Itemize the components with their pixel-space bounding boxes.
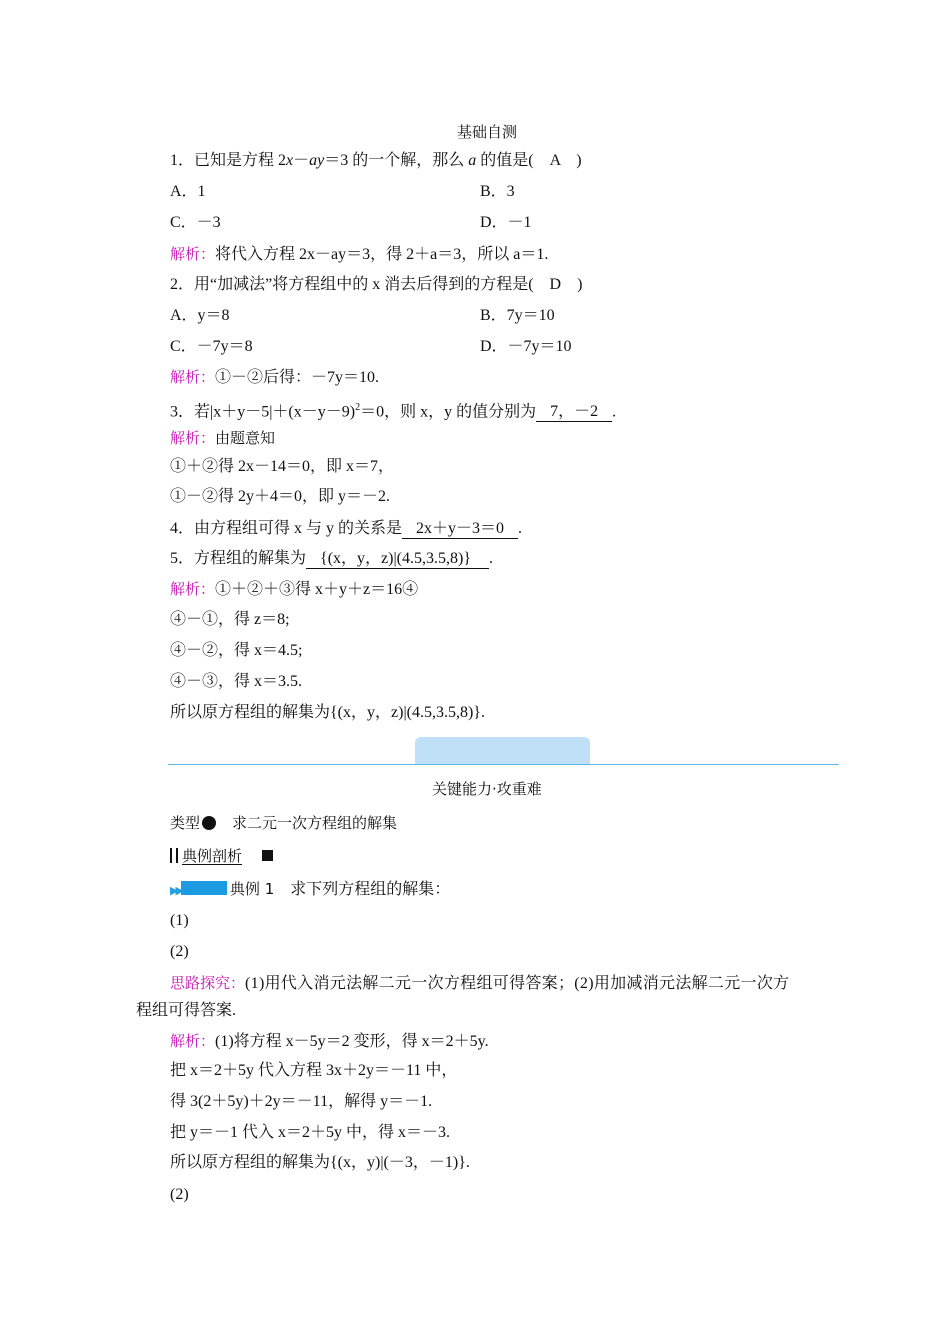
- bar-icon: [170, 848, 172, 863]
- idea-label: 思路探究：: [170, 974, 246, 992]
- question-3-answer-blank: 7，－2: [536, 403, 612, 422]
- question-5-analysis-line-4: ④－③，得 x＝3.5.: [170, 673, 303, 690]
- analysis-label: 解析：: [170, 245, 216, 263]
- example-1-stem: ▶▶ 典例 1 求下列方程组的解集：: [170, 878, 450, 902]
- section-separator-tab: [415, 737, 590, 764]
- example-analysis-line-5: 所以原方程组的解集为{(x，y)|(－3，－1)}.: [170, 1154, 470, 1171]
- question-3-analysis-line-3: ①－②得 2y＋4＝0，即 y＝－2.: [170, 488, 391, 505]
- type-heading: 类型 求二元一次方程组的解集: [170, 814, 398, 832]
- question-3-analysis-line-2: ①＋②得 2x－14＝0，即 x＝7，: [170, 458, 395, 475]
- type-number-bullet-icon: [202, 816, 216, 830]
- question-3-stem: 3．若$|x+y-5|+(x-y-9)^2=0$，则 x，y 的值分别为 7，－2 .: [170, 402, 617, 421]
- question-1-stem: 1．已知是方程 2x－ay＝3 的一个解，那么 a 的值是( A ): [170, 152, 582, 169]
- section-separator-line: [168, 764, 839, 765]
- question-2-option-c: C．－7y＝8: [170, 338, 253, 355]
- question-5-stem: 5．方程组的解集为 {(x，y，z)|(4.5,3.5,8)} .: [170, 550, 493, 567]
- question-5-analysis-line-5: 所以原方程组的解集为{(x，y，z)|(4.5,3.5,8)}.: [170, 704, 485, 721]
- question-1-option-d: D．－1: [480, 214, 532, 231]
- example-analysis: 解析：(1)将方程 x－5y＝2 变形，得 x＝2＋5y.: [170, 1032, 489, 1050]
- question-2-analysis: 解析：①－②后得：－7y＝10.: [170, 368, 380, 386]
- question-2-option-b: B．7y＝10: [480, 307, 555, 324]
- question-1-option-c: C．－3: [170, 214, 221, 231]
- example-analysis-line-2: 把 x＝2＋5y 代入方程 3x＋2y＝－11 中，: [170, 1062, 458, 1079]
- square-icon: [262, 850, 273, 861]
- sub-heading: 典例剖析: [170, 845, 273, 867]
- question-5-answer-blank: {(x，y，z)|(4.5,3.5,8)}: [306, 550, 489, 569]
- example-analysis-line-3: 得 3(2＋5y)＋2y＝－11，解得 y＝－1.: [170, 1093, 433, 1110]
- example-item-1: (1): [170, 912, 189, 929]
- question-5-analysis-line-2: ④－①，得 z＝8;: [170, 611, 290, 628]
- question-2-stem: 2．用“加减法”将方程组中的 x 消去后得到的方程是( D ): [170, 276, 583, 293]
- analysis-label: 解析：: [170, 1032, 216, 1050]
- section-title-basic-test: 基础自测: [457, 123, 518, 141]
- bar-icon: [176, 848, 178, 863]
- section-title-key-ability: 关键能力·攻重难: [432, 780, 542, 798]
- question-1-option-a: A．1: [170, 183, 206, 200]
- example-item-2: (2): [170, 943, 189, 960]
- double-arrow-icon: ▶▶: [170, 885, 181, 897]
- analysis-label: 解析：: [170, 429, 216, 447]
- question-3-analysis: 解析：由题意知: [170, 429, 276, 447]
- question-2-option-d: D．－7y＝10: [480, 338, 572, 355]
- example-tag-icon: [181, 881, 227, 895]
- question-4-stem: 4．由方程组可得 x 与 y 的关系是 2x＋y－3＝0 .: [170, 520, 523, 537]
- question-5-analysis-line-3: ④－②，得 x＝4.5;: [170, 642, 303, 659]
- analysis-label: 解析：: [170, 368, 216, 386]
- question-1-option-b: B．3: [480, 183, 515, 200]
- analysis-label: 解析：: [170, 580, 216, 598]
- example-analysis-line-4: 把 y＝－1 代入 x＝2＋5y 中，得 x＝－3.: [170, 1124, 451, 1141]
- example-item-2-solution: (2): [170, 1186, 189, 1203]
- question-4-answer-blank: 2x＋y－3＝0: [402, 520, 518, 539]
- idea-exploration: 思路探究：(1)用代入消元法解二元一次方程组可得答案；(2)用加减消元法解二元一次方: [170, 974, 790, 992]
- question-5-analysis: 解析：①＋②＋③得 x＋y＋z＝16④: [170, 580, 419, 598]
- idea-exploration-line-2: 程组可得答案.: [136, 1002, 237, 1019]
- question-2-option-a: A．y＝8: [170, 307, 230, 324]
- question-1-analysis: 解析：将代入方程 2x－ay＝3，得 2＋a＝3，所以 a＝1.: [170, 245, 549, 263]
